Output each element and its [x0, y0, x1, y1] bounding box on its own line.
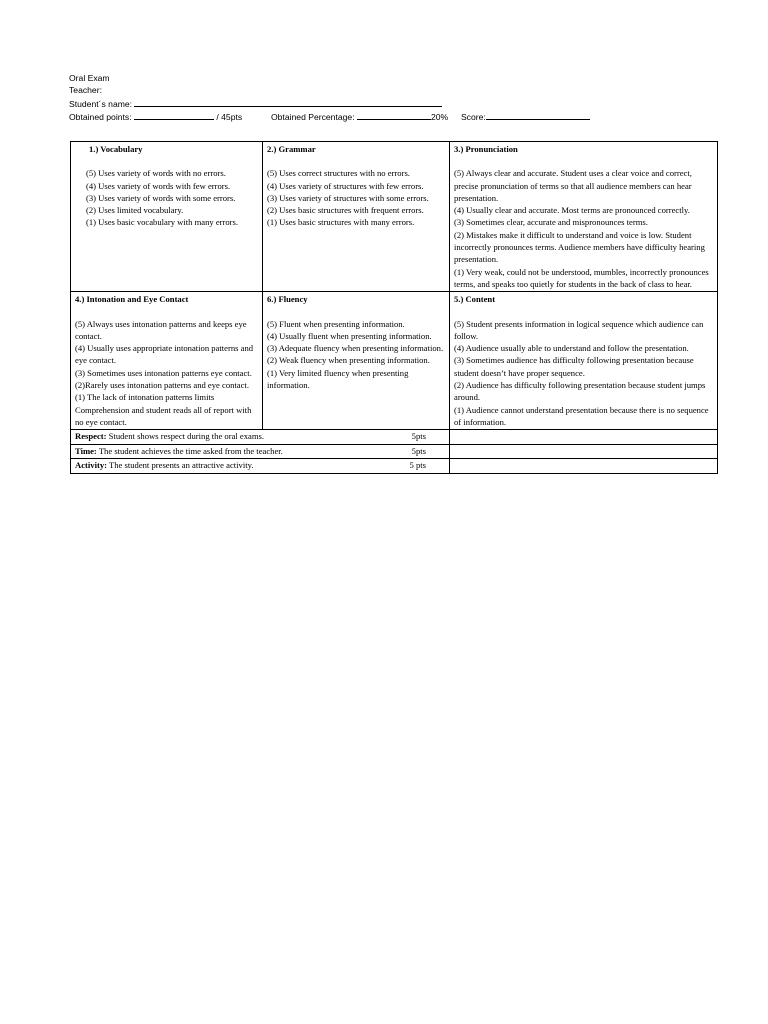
- extra-label: Respect:: [75, 431, 107, 442]
- level-1: (1) Very limited fluency when presenting information.: [267, 367, 409, 391]
- criterion-cell-pronunciation: [450, 142, 718, 292]
- criterion-cell-content: [450, 292, 718, 430]
- percentage-value: 20%: [430, 112, 449, 123]
- extra-points: 5pts: [411, 445, 426, 456]
- level-1: (1) Audience cannot understand presentation because there is no sequence of information.: [454, 404, 709, 427]
- level-1: (1) Very weak, could not be understood, mumbles, incorrectly pronounces terms, and speaks too quietly for students in the back of class to hear.: [454, 266, 709, 289]
- rubric-row: [71, 142, 718, 292]
- rubric-table: [70, 141, 718, 474]
- level-4: (4) Usually clear and accurate. Most terms are pronounced correctly.: [454, 205, 690, 216]
- criterion-title: 4.) Intonation and Eye Contact: [75, 294, 189, 305]
- rubric-row: [71, 292, 718, 430]
- level-5: (5) Student presents information in logical sequence which audience can follow.: [454, 318, 704, 341]
- extra-score-cell[interactable]: [450, 459, 718, 474]
- level-4: (4) Audience usually able to understand and follow the presentation.: [454, 343, 689, 354]
- extra-row-activity: [71, 459, 718, 474]
- student-name-line: [69, 97, 590, 110]
- level-3: (3) Sometimes clear, accurate and mispronounces terms.: [454, 217, 648, 228]
- level-3: (3) Sometimes audience has difficulty following presentation because student doesn’t have proper sequence.: [454, 355, 694, 378]
- criterion-title: 3.) Pronunciation: [454, 144, 518, 154]
- extra-label: Activity:: [75, 460, 107, 471]
- extra-row-time: [71, 444, 718, 459]
- extra-text: The student presents an attractive activity.: [108, 460, 254, 471]
- criterion-title: 2.) Grammar: [267, 144, 316, 154]
- level-3: (3) Adequate fluency when presenting information.: [267, 343, 444, 354]
- level-2: (2) Mistakes make it difficult to understand and voice is low. Student incorrectly pronounces terms. Audience members have difficulty hearing presentation.: [454, 229, 705, 265]
- level-5: (5) Uses correct structures with no errors.: [267, 168, 410, 179]
- criterion-title: 1.) Vocabulary: [89, 144, 143, 154]
- criterion-title: 5.) Content: [454, 294, 496, 305]
- criterion-cell-grammar: [263, 142, 450, 292]
- level-2: (2) Weak fluency when presenting information.: [267, 355, 430, 366]
- exam-header: [69, 72, 590, 124]
- level-3: (3) Sometimes uses intonation patterns eye contact.: [75, 367, 252, 378]
- level-2: (2) Uses basic structures with frequent errors.: [267, 205, 424, 216]
- extra-score-cell[interactable]: [450, 444, 718, 459]
- level-2: (2) Audience has difficulty following presentation because student jumps around.: [454, 380, 706, 403]
- extra-criterion: [71, 459, 450, 474]
- score-label: Score:: [460, 112, 486, 123]
- extra-score-cell[interactable]: [450, 430, 718, 445]
- level-5: (5) Uses variety of words with no errors.: [86, 168, 226, 179]
- exam-title: Oral Exam: [69, 73, 110, 83]
- extra-row-respect: [71, 430, 718, 445]
- extra-text: Student shows respect during the oral exams.: [108, 431, 265, 442]
- criterion-cell-fluency: [263, 292, 450, 430]
- student-name-blank[interactable]: [134, 97, 442, 107]
- level-1: (1) Uses basic vocabulary with many errors.: [86, 217, 239, 228]
- extra-points: 5pts: [411, 431, 426, 442]
- criterion-cell-vocabulary: [71, 142, 263, 292]
- level-3: (3) Uses variety of structures with some errors.: [267, 192, 429, 203]
- criterion-cell-intonation: [71, 292, 263, 430]
- obtained-points-label: Obtained points:: [69, 112, 132, 123]
- level-4: (4) Uses variety of words with few errors.: [86, 180, 231, 191]
- student-name-label: Student´s name:: [69, 98, 133, 109]
- level-2: (2) Uses limited vocabulary.: [86, 205, 184, 216]
- level-2: (2)Rarely uses intonation patterns and eye contact.: [75, 380, 249, 391]
- level-4: (4) Usually fluent when presenting information.: [267, 330, 432, 341]
- teacher-line: [69, 84, 590, 96]
- obtained-percentage-label: Obtained Percentage:: [270, 112, 355, 123]
- score-blank[interactable]: [486, 110, 590, 120]
- level-5: (5) Fluent when presenting information.: [267, 318, 405, 329]
- level-1: (1) The lack of intonation patterns limits Comprehension and student reads all of report with no eye contact.: [75, 392, 252, 427]
- level-5: (5) Always clear and accurate. Student uses a clear voice and correct, precise pronunciation of terms so that all audience members can hear presentation.: [454, 168, 692, 203]
- points-line: [69, 110, 590, 123]
- extra-criterion: [71, 444, 450, 459]
- obtained-percentage-blank[interactable]: [357, 110, 431, 120]
- level-4: (4) Usually uses appropriate intonation patterns and eye contact.: [75, 343, 254, 366]
- level-5: (5) Always uses intonation patterns and keeps eye contact.: [75, 318, 247, 341]
- extra-text: The student achieves the time asked from the teacher.: [98, 445, 283, 456]
- level-1: (1) Uses basic structures with many errors.: [267, 217, 415, 228]
- extra-points: 5 pts: [409, 460, 426, 471]
- extra-criterion: [71, 430, 450, 445]
- total-points: / 45pts: [216, 112, 243, 123]
- level-3: (3) Uses variety of words with some errors.: [86, 192, 236, 203]
- obtained-points-blank[interactable]: [134, 110, 214, 120]
- extra-label: Time:: [75, 445, 97, 456]
- criterion-title: 6.) Fluency: [267, 294, 308, 305]
- teacher-label: Teacher:: [69, 85, 102, 96]
- level-4: (4) Uses variety of structures with few errors.: [267, 180, 424, 191]
